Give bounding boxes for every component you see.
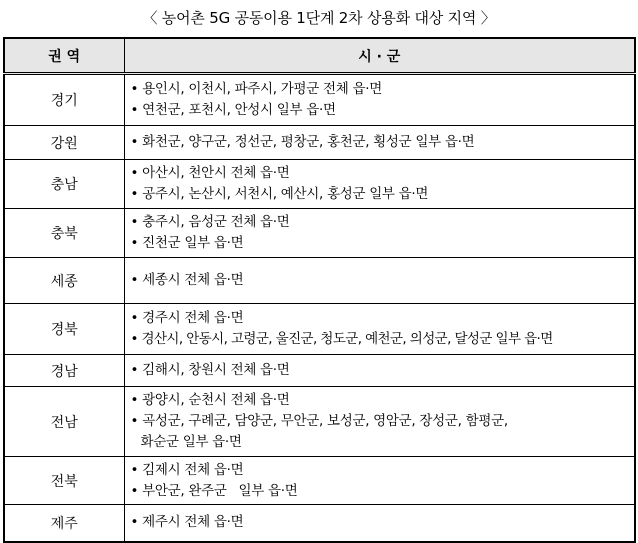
region-cell: 경기 — [4, 74, 124, 126]
area-line: • 공주시, 논산시, 서천시, 예산시, 홍성군 일부 읍·면 — [130, 186, 429, 202]
area-line: • 아산시, 천안시 전체 읍·면 — [130, 165, 290, 181]
areas-cell — [124, 304, 635, 355]
region-cell: 경남 — [4, 355, 124, 387]
table-row — [4, 457, 635, 505]
area-line: • 곡성군, 구례군, 담양군, 무안군, 보성군, 영암군, 장성군, 함평군, — [130, 413, 508, 429]
table-row — [4, 74, 635, 126]
header-city-county: 시 · 군 — [124, 38, 635, 74]
region-cell: 전북 — [4, 457, 124, 505]
area-line: • 부안군, 완주군 일부 읍·면 — [130, 482, 298, 499]
table-row — [4, 258, 635, 304]
area-line: • 김해시, 창원시 전체 읍·면 — [130, 362, 290, 378]
region-cell: 강원 — [4, 126, 124, 160]
area-line: • 제주시 전체 읍·면 — [130, 514, 244, 531]
area-line: • 경주시 전체 읍·면 — [130, 310, 244, 326]
region-cell: 전남 — [4, 387, 124, 457]
area-line: • 연천군, 포천시, 안성시 일부 읍·면 — [130, 102, 336, 118]
region-cell: 충북 — [4, 209, 124, 258]
table-row — [4, 387, 635, 457]
areas-cell — [124, 126, 635, 160]
area-line: • 김제시 전체 읍·면 — [130, 461, 244, 478]
areas-cell — [124, 209, 635, 258]
areas-cell — [124, 457, 635, 505]
areas-cell — [124, 505, 635, 542]
table-row — [4, 209, 635, 258]
area-line: • 화천군, 양구군, 정선군, 평창군, 홍천군, 횡성군 일부 읍·면 — [130, 134, 475, 150]
table-row — [4, 304, 635, 355]
table-row — [4, 355, 635, 387]
areas-cell — [124, 258, 635, 304]
area-line: • 용인시, 이천시, 파주시, 가평군 전체 읍·면 — [130, 81, 382, 97]
area-line: • 세종시 전체 읍·면 — [130, 272, 244, 288]
region-cell: 경북 — [4, 304, 124, 355]
area-line: • 충주시, 음성군 전체 읍·면 — [130, 214, 290, 230]
table-header-row — [4, 38, 635, 74]
area-line: • 경산시, 안동시, 고령군, 울진군, 청도군, 예천군, 의성군, 달성군 일부 읍·면 — [130, 331, 553, 347]
area-line: • 진천군 일부 읍·면 — [130, 235, 244, 251]
document-title: 〈 농어촌 5G 공동이용 1단계 2차 상용화 대상 지역 〉 — [142, 9, 496, 27]
target-regions-table — [3, 37, 636, 543]
area-line: • 광양시, 순천시 전체 읍·면 — [130, 392, 290, 408]
table-row — [4, 160, 635, 209]
region-cell: 제주 — [4, 505, 124, 542]
table-row — [4, 126, 635, 160]
table-row — [4, 505, 635, 542]
areas-cell — [124, 355, 635, 387]
region-cell: 세종 — [4, 258, 124, 304]
areas-cell — [124, 74, 635, 126]
areas-cell — [124, 387, 635, 457]
area-line: 화순군 일부 읍·면 — [140, 434, 242, 450]
header-region: 권 역 — [4, 38, 124, 74]
areas-cell — [124, 160, 635, 209]
region-cell: 충남 — [4, 160, 124, 209]
